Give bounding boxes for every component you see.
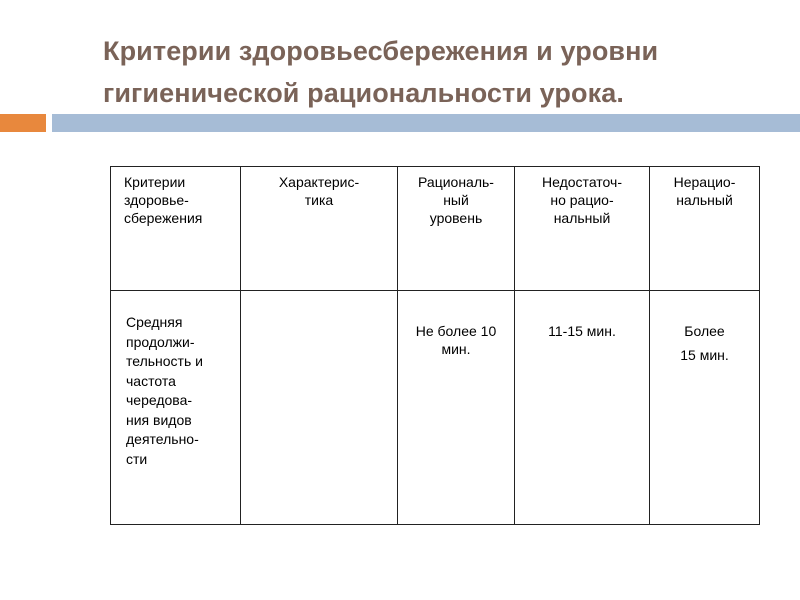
divider-accent-bar bbox=[0, 114, 46, 132]
criterion-text: Средняя продолжи- тельность и частота чередова- ния видов деятельно- сти bbox=[126, 314, 203, 467]
header-cell-irrational bbox=[650, 167, 760, 291]
divider-bar bbox=[52, 114, 800, 132]
header-characteristic-label: Характерис- тика bbox=[278, 174, 360, 208]
header-insufficient-label: Недостаточ- но рацио- нальный bbox=[542, 174, 622, 226]
table-row bbox=[111, 291, 760, 525]
header-cell-characteristic bbox=[241, 167, 398, 291]
criteria-table bbox=[110, 166, 760, 525]
header-rational-label: Рациональ- ный уровень bbox=[418, 174, 494, 226]
table-header-row bbox=[111, 167, 760, 291]
irrational-text: Более 15 мин. bbox=[680, 323, 729, 363]
header-criteria-label: Критерии здоровье- сбережения bbox=[124, 174, 203, 226]
rational-text: Не более 10 мин. bbox=[415, 323, 497, 357]
cell-characteristic bbox=[241, 291, 398, 525]
cell-irrational bbox=[650, 291, 760, 525]
header-cell-insufficient bbox=[515, 167, 650, 291]
header-cell-criteria bbox=[111, 167, 241, 291]
slide-title: Критерии здоровьесбережения и уровни гигиенической рациональности урока. bbox=[103, 36, 659, 108]
header-cell-rational bbox=[398, 167, 515, 291]
cell-rational bbox=[398, 291, 515, 525]
header-irrational-label: Нерацио- нальный bbox=[673, 174, 736, 208]
cell-insufficient bbox=[515, 291, 650, 525]
cell-criterion bbox=[111, 291, 241, 525]
insufficient-text: 11-15 мин. bbox=[548, 323, 616, 339]
